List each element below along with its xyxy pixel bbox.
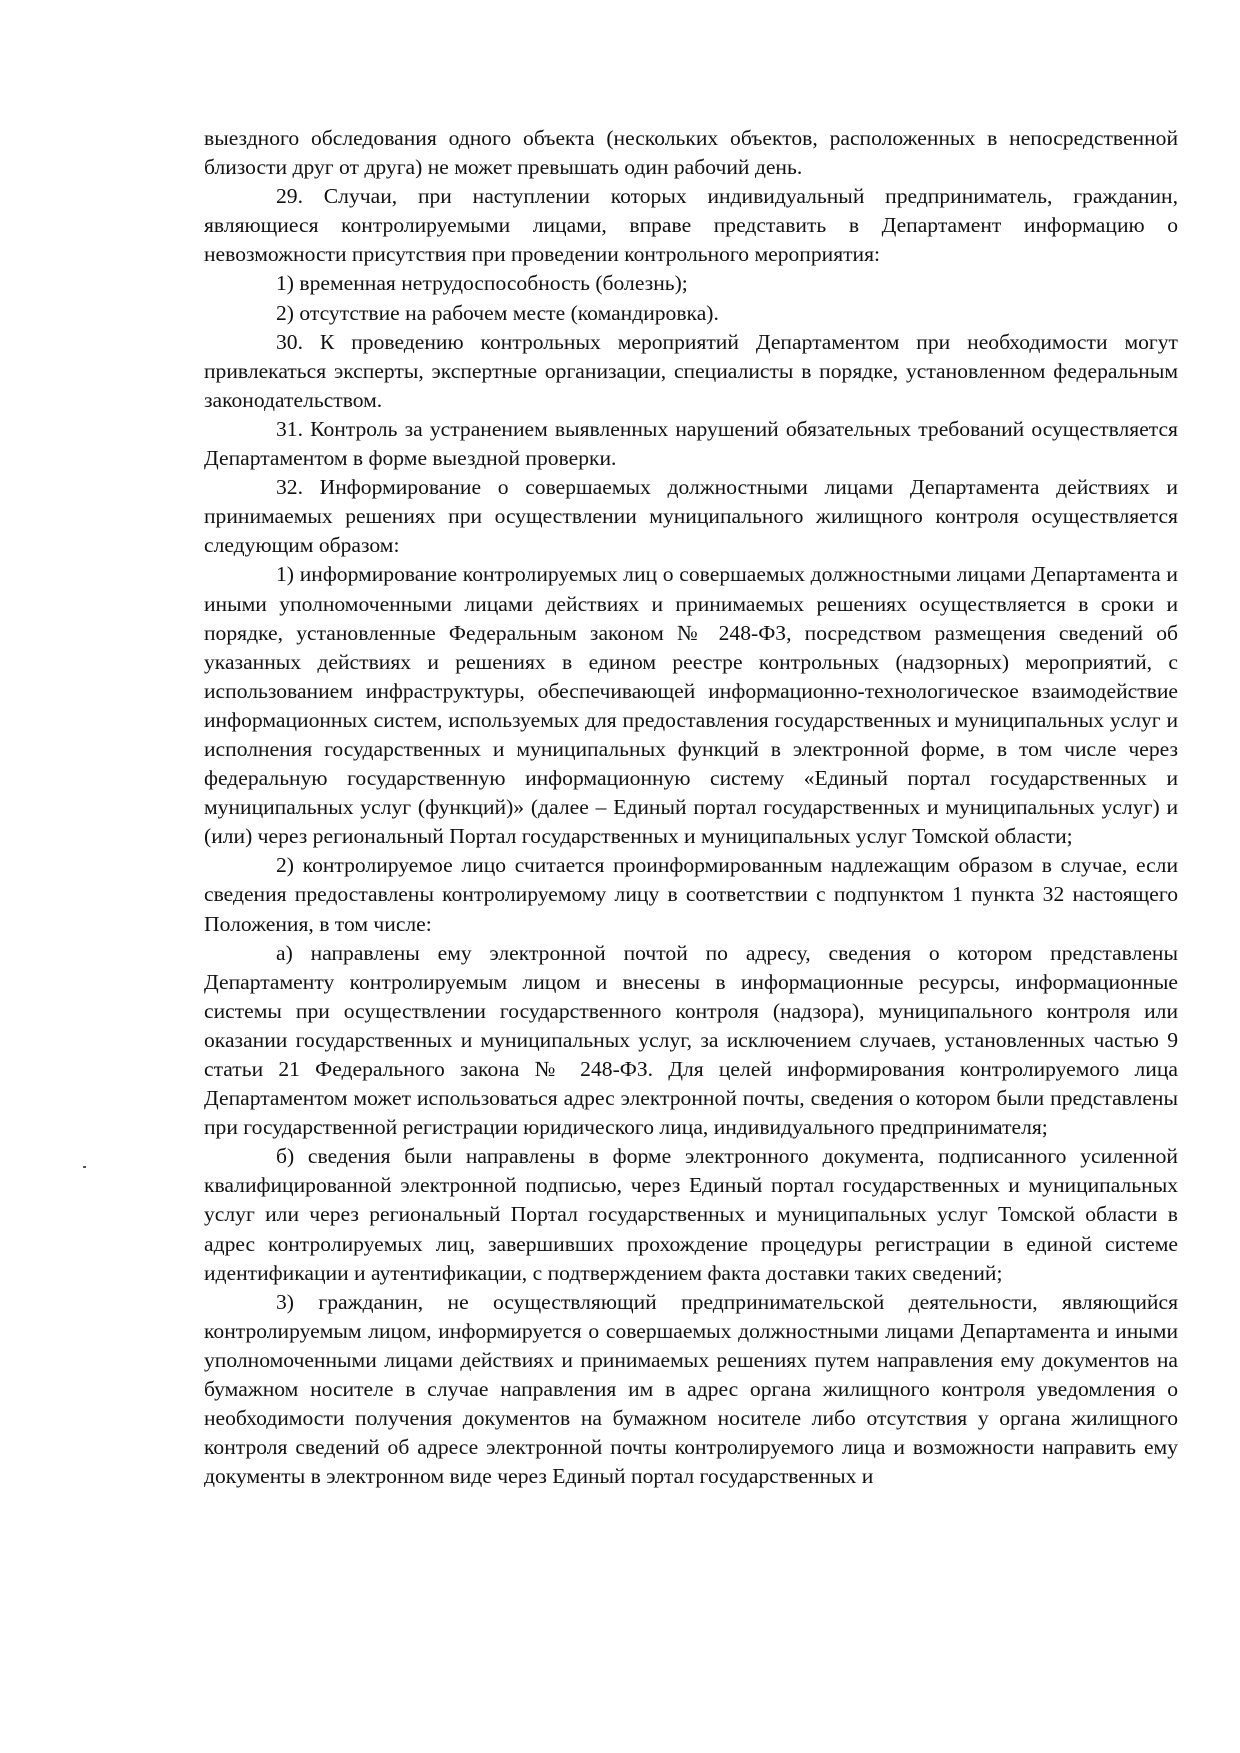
paragraph-31: 31. Контроль за устранением выявленных нарушений обязательных требований осуществляется Департаментом в форме выездной проверки. [204,416,1178,471]
paragraph-29: 29. Случаи, при наступлении которых индивидуальный предприниматель, гражданин, являющиеся контролируемыми лицами, вправе представить в Департамент информацию о невозможности присутствия при проведении контрольного мероприятия: [204,184,1178,267]
paragraph-32-item-2: 2) контролируемое лицо считается проинформированным надлежащим образом в случае, если сведения предоставлены контролируемому лицу в соответствии с подпунктом 1 пункта 32 настоящего Положения, в том числе: [204,853,1178,936]
scan-speck [83,1166,86,1168]
paragraph-32-item-3: 3) гражданин, не осуществляющий предпринимательской деятельности, являющийся контролируемым лицом, информируется о совершаемых должностными лицами Департамента и иными уполномоченными лицами действиях и принимаемых решениях путем направления ему документов на бумажном носителе в случае направления им в адрес органа жилищного контроля уведомления о необходимости получения документов на бумажном носителе либо отсутствия у органа жилищного контроля сведений об адресе электронной почты контролируемого лица и возможности направить ему документы в электронном виде через Единый портал государственных и [204,1289,1178,1489]
paragraph-32: 32. Информирование о совершаемых должностными лицами Департамента действиях и принимаемых решениях при осуществлении муниципального жилищного контроля осуществляется следующим образом: [204,475,1178,558]
paragraph-32-item-1: 1) информирование контролируемых лиц о совершаемых должностными лицами Департамента и иными уполномоченными лицами действиях и принимаемых решениях осуществляется в сроки и порядке, установленные Федеральным законом № 248-ФЗ, посредством размещения сведений об указанных действиях и решениях в едином реестре контрольных (надзорных) мероприятий, с использованием инфраструктуры, обеспечивающей информационно-технологическое взаимодействие информационных систем, используемых для предоставления государственных и муниципальных услуг и исполнения государственных и муниципальных функций в электронной форме, в том числе через федеральную государственную информационную систему «Единый портал государственных и муниципальных услуг (функций)» (далее – Единый портал государственных и муниципальных услуг) и (или) через региональный Портал государственных и муниципальных услуг Томской области; [204,562,1178,849]
paragraph-32-item-2-a: а) направлены ему электронной почтой по адресу, сведения о котором представлены Департаменту контролируемым лицом и внесены в информационные ресурсы, информационные системы при осуществлении государственного контроля (надзора), муниципального контроля или оказании государственных и муниципальных услуг, за исключением случаев, установленных частью 9 статьи 21 Федерального закона № 248-ФЗ. Для целей информирования контролируемого лица Департаментом может использоваться адрес электронной почты, сведения о котором были представлены при государственной регистрации юридического лица, индивидуального предпринимателя; [204,940,1178,1140]
paragraph-32-item-2-b: б) сведения были направлены в форме электронного документа, подписанного усиленной квалифицированной электронной подписью, через Единый портал государственных и муниципальных услуг или через региональный Портал государственных и муниципальных услуг Томской области в адрес контролируемых лиц, завершивших прохождение процедуры регистрации в единой системе идентификации и аутентификации, с подтверждением факта доставки таких сведений; [204,1144,1178,1285]
paragraph-30: 30. К проведению контрольных мероприятий Департаментом при необходимости могут привлекаться эксперты, экспертные организации, специалисты в порядке, установленном федеральным законодательством. [204,329,1178,412]
paragraph-continuation: выездного обследования одного объекта (нескольких объектов, расположенных в непосредственной близости друг от друга) не может превышать один рабочий день. [204,126,1178,180]
paragraph-29-item-2: 2) отсутствие на рабочем месте (командировка). [276,300,719,325]
document-page [204,124,1178,1491]
paragraph-29-item-1: 1) временная нетрудоспособность (болезнь); [276,271,688,296]
